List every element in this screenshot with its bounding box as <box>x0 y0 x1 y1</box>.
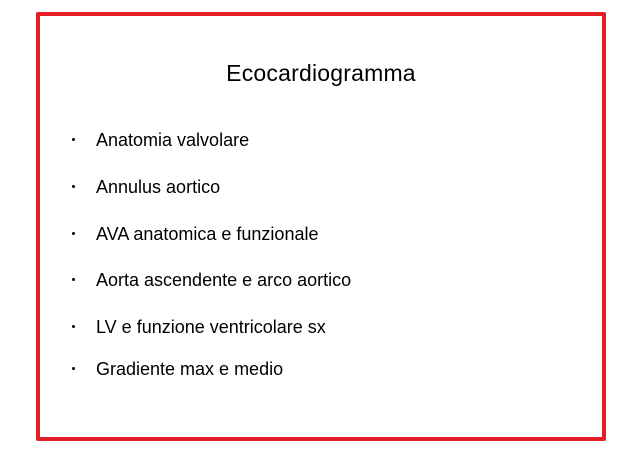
bullet-list <box>40 16 602 437</box>
bullet-dot-icon <box>72 138 75 141</box>
bullet-dot-icon <box>72 232 75 235</box>
slide-title: Ecocardiogramma <box>226 60 416 86</box>
bullet-dot-icon <box>72 325 75 328</box>
slide-frame <box>36 12 606 441</box>
bullet-item <box>40 267 602 293</box>
bullet-dot-icon <box>72 185 75 188</box>
bullet-text: Anatomia valvolare <box>96 130 250 150</box>
bullet-dot-icon <box>72 278 75 281</box>
bullet-text: Aorta ascendente e arco aortico <box>96 270 352 290</box>
bullet-dot-icon <box>72 367 75 370</box>
bullet-item <box>40 127 602 153</box>
bullet-item <box>40 356 602 382</box>
bullet-item <box>40 221 602 247</box>
bullet-text: Annulus aortico <box>96 177 221 197</box>
bullet-text: Gradiente max e medio <box>96 359 284 379</box>
bullet-item <box>40 174 602 200</box>
bullet-text: LV e funzione ventricolare sx <box>96 317 326 337</box>
bullet-text: AVA anatomica e funzionale <box>96 224 319 244</box>
bullet-item <box>40 314 602 340</box>
